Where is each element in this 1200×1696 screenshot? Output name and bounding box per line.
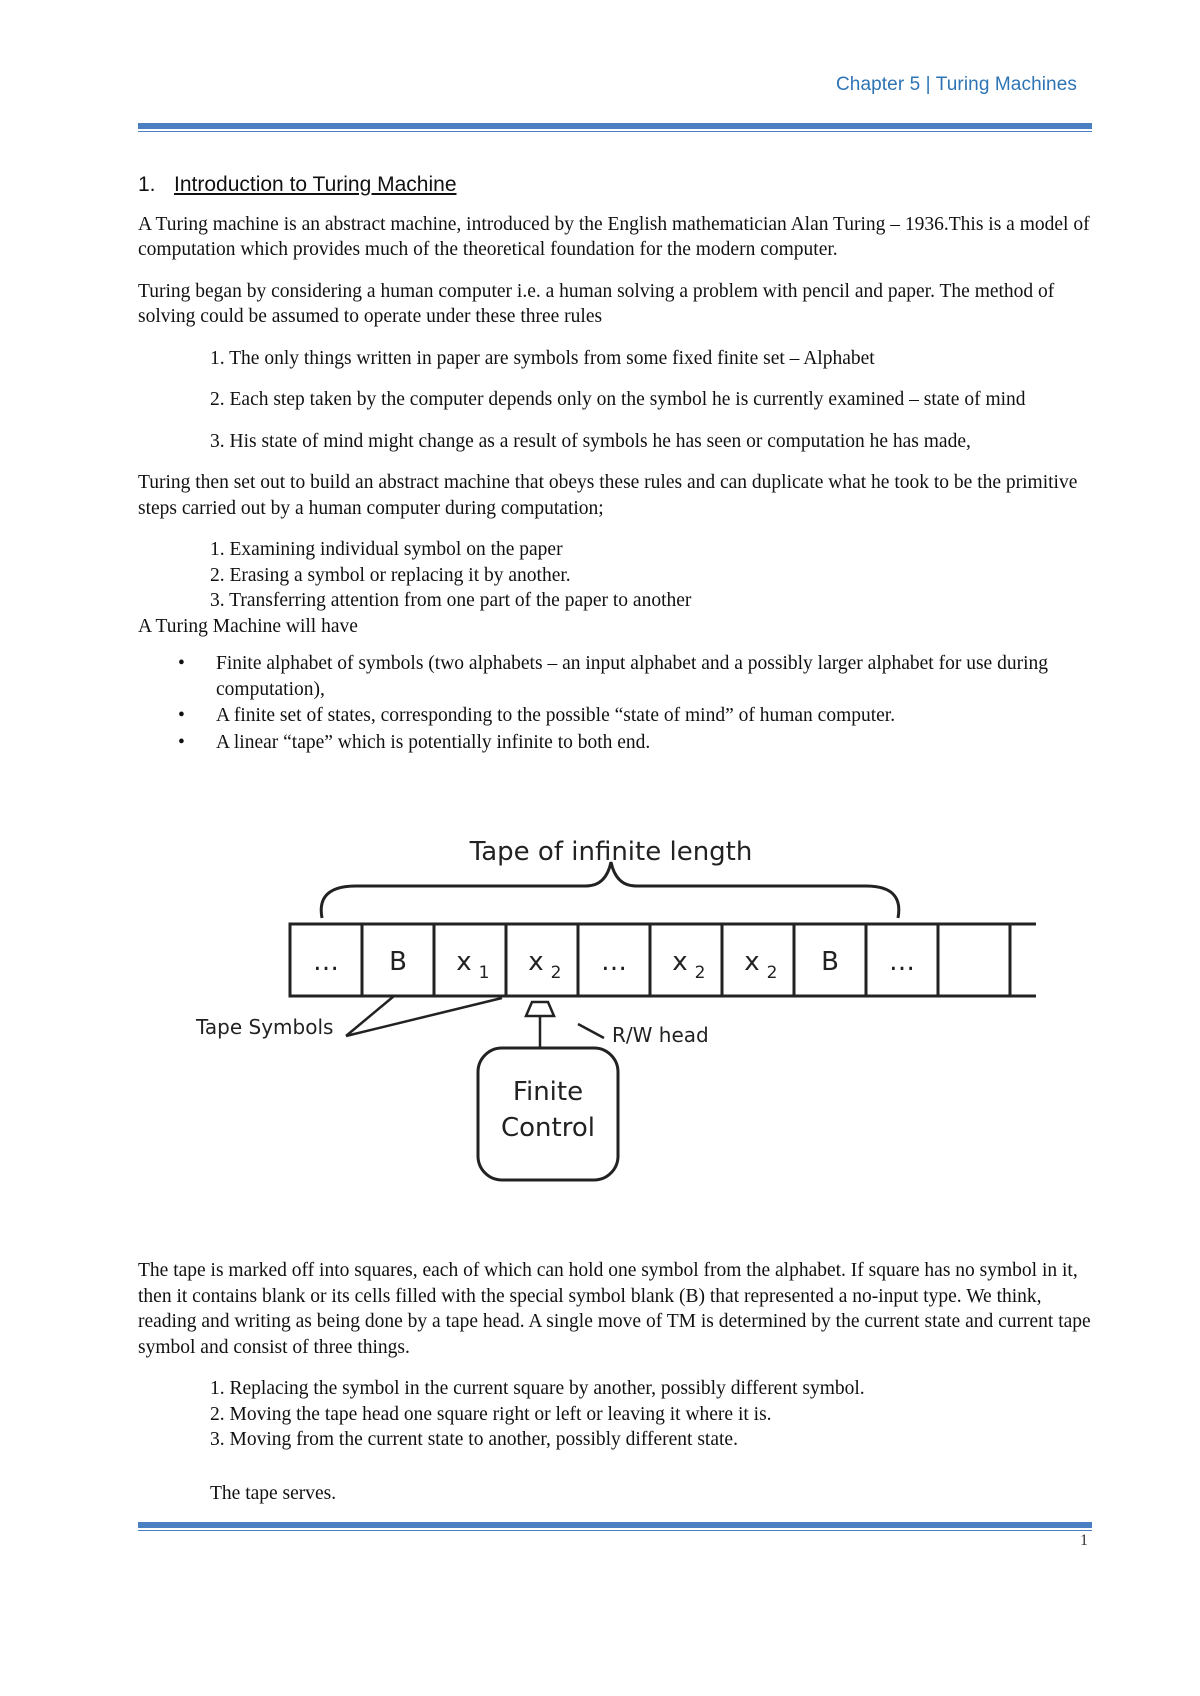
tape-cell-subscript: 2 [766, 963, 778, 983]
tape-serves-line: The tape serves. [210, 1482, 337, 1504]
steps-list [138, 537, 1098, 614]
section-title: Introduction to Turing Machine [174, 173, 457, 196]
list-item: • A linear “tape” which is potentially infinite to both end. [178, 730, 1098, 756]
tape-cell-symbol: B [389, 947, 407, 977]
tape-cell-symbol: x [456, 947, 472, 977]
rw-head-pointer [578, 1024, 604, 1038]
tape-cell-symbol: … [889, 947, 915, 977]
tape-symbols-label: Tape Symbols [196, 1015, 334, 1039]
tape-cell-subscript: 1 [478, 963, 490, 983]
tape-cell-symbol: … [601, 947, 627, 977]
list-item: • A finite set of states, corresponding to the possible “state of mind” of human computer. [178, 703, 1098, 729]
list-item: 1. The only things written in paper are symbols from some fixed finite set – Alphabet [210, 347, 875, 369]
list-item: 2. Each step taken by the computer depends only on the symbol he is currently examined – state of mind [210, 389, 1026, 410]
list-item: 1. Replacing the symbol in the current square by another, possibly different symbol. [210, 1378, 865, 1399]
bullet-icon: • [178, 705, 185, 726]
will-have-line: A Turing Machine will have [138, 615, 358, 637]
header-rule [138, 123, 1092, 132]
tape-cell [938, 924, 1010, 996]
list-item: 3. His state of mind might change as a result of symbols he has seen or computation he has made, [210, 430, 971, 452]
finite-control-label-1: Finite [512, 1077, 584, 1107]
intro-paragraph: A Turing machine is an abstract machine, introduced by the English mathematician Alan Turing – 1936.This is a model of computation which provides much of the theoretical foundation for the modern computer. [138, 213, 1090, 260]
rw-head-icon [526, 1002, 554, 1016]
list-item: 2. Moving the tape head one square right or left or leaving it where it is. [210, 1403, 772, 1425]
bullet-icon: • [178, 731, 185, 753]
bullet-list [138, 651, 1098, 755]
list-item: 3. Transferring attention from one part of the paper to another [210, 590, 692, 611]
tape-cell-symbol: x [528, 947, 544, 977]
section-number: 1. [138, 173, 156, 196]
finite-control-label-2: Control [501, 1113, 595, 1143]
tape-cell-symbol: x [744, 947, 760, 977]
turing-machine-diagram [186, 838, 1036, 1218]
tape [290, 924, 1010, 996]
list-item: 3. Moving from the current state to another, possibly different state. [210, 1429, 738, 1450]
chapter-header: Chapter 5 | Turing Machines [835, 74, 1077, 95]
page-number: 1 [1080, 1532, 1088, 1549]
footer-rule [138, 1522, 1092, 1531]
list-item: 1. Examining individual symbol on the paper [210, 539, 563, 560]
human-computer-paragraph: Turing began by considering a human computer i.e. a human solving a problem with pencil and paper. The method of solving could be assumed to operate under these three rules [138, 280, 1055, 327]
post-figure-content [138, 1258, 1098, 1506]
tape-cell-symbol: B [821, 947, 839, 977]
list-item: 2. Erasing a symbol or replacing it by another. [210, 564, 571, 586]
tape-brace [321, 862, 899, 918]
tape-cell-symbol: … [313, 947, 339, 977]
tape-paragraph: The tape is marked off into squares, each of which can hold one symbol from the alphabet. If square has no symbol in it, then it contains blank or its cells filled with the special symbol blank (B) that represented a no-input type. We think, reading and writing as being done by a tape head. A single move of TM is determined by the current state and current tape symbol and consist of three things. [138, 1260, 1091, 1358]
tape-cell-symbol: x [672, 947, 688, 977]
rules-list [138, 346, 1098, 455]
main-content [138, 172, 1098, 756]
tape-cell-subscript: 2 [550, 963, 562, 983]
section-heading [138, 172, 1098, 198]
abstract-machine-paragraph: Turing then set out to build an abstract machine that obeys these rules and can duplicate what he took to be the primitive steps carried out by a human computer during computation; [138, 472, 1078, 519]
list-item: • Finite alphabet of symbols (two alphabets – an input alphabet and a possibly larger alphabet for use during computation), [178, 653, 1048, 700]
tape-cell-subscript: 2 [694, 963, 706, 983]
bullet-icon: • [178, 653, 185, 674]
diagram-title: Tape of infinite length [469, 838, 753, 867]
rw-head-label: R/W head [612, 1023, 709, 1047]
moves-list [138, 1376, 1098, 1453]
